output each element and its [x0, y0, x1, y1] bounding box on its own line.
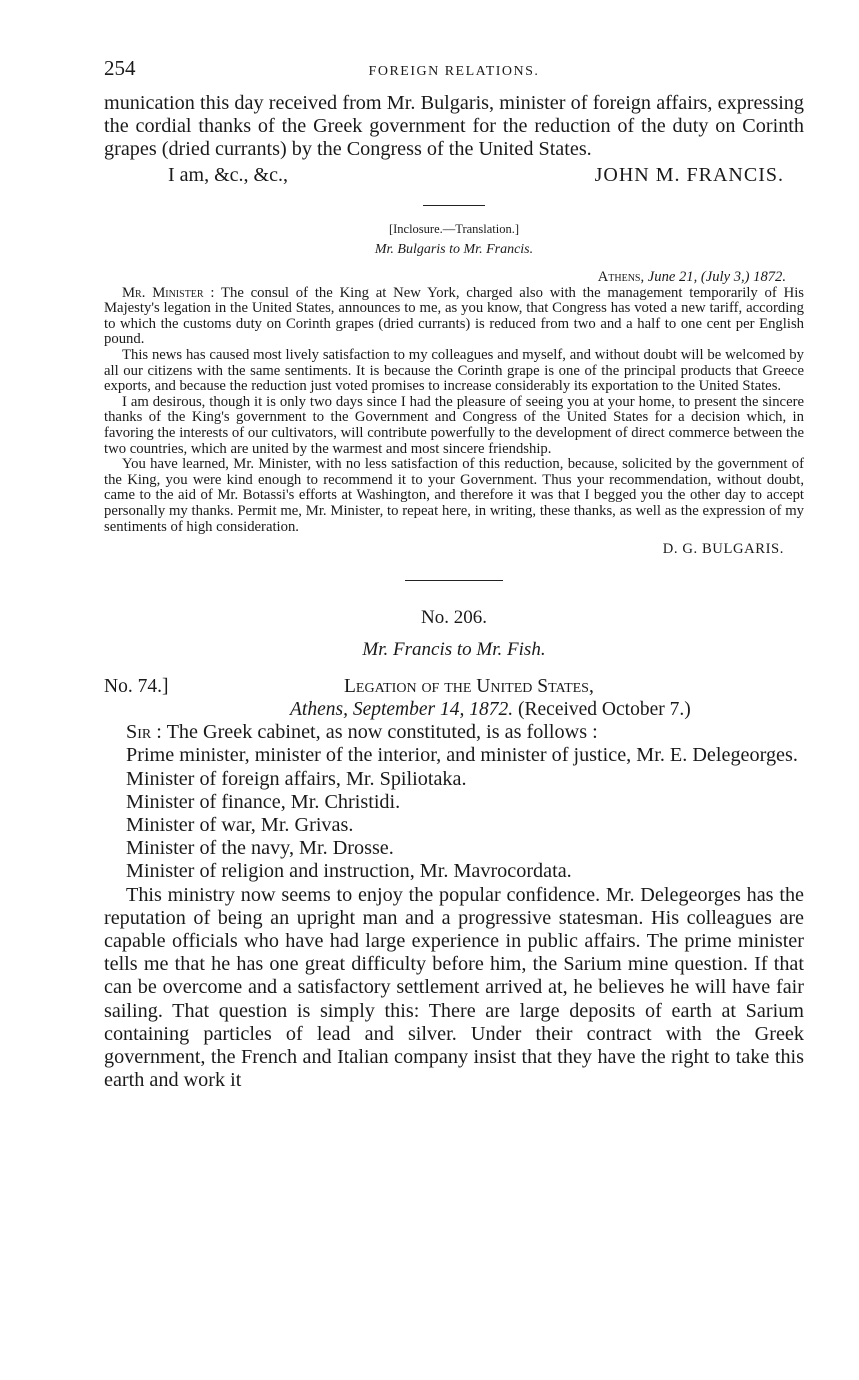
closing-phrase: I am, &c., &c., [168, 163, 288, 186]
received-date: (Received October 7.) [518, 699, 691, 721]
letter-closing-row [104, 164, 804, 187]
inclosure-dateline [104, 269, 786, 286]
cabinet-entry: Minister of the navy, Mr. Drosse. [126, 837, 394, 860]
running-head: FOREIGN RELATIONS. [368, 64, 540, 79]
legation-name: Legation of the United States, [344, 676, 594, 698]
inclosure-paragraph: I am desirous, though it is only two days since I had the pleasure of seeing you at your home, to present the sincere thanks of the King's government to the Government and Congress of the United States for a decision which, in favoring the interests of our cultivators, will contribute powerfully to the development of direct commerce between the two countries, which are united by the warmest and most sincere friendship. [104, 393, 804, 457]
cabinet-entry: Minister of finance, Mr. Christidi. [126, 790, 401, 813]
inclosure-paragraph: You have learned, Mr. Minister, with no less satisfaction of this reduction, because, solicited by the government of the King, you were kind enough to recommend it to your Government. Thus your recommendation, without doubt, came to the aid of Mr. Botassi's efforts at Washington, and therefore it was that I begged you the other day to accept personally my thanks. Permit me, Mr. Minister, to repeat here, in writing, these thanks, as well as the expression of my sentiments of high consideration. [104, 456, 804, 535]
section-divider [423, 205, 485, 206]
dispatch-dateline [104, 698, 804, 721]
signature-bulgaris: D. G. BULGARIS. [662, 541, 784, 558]
salutation: Sir : [126, 721, 162, 744]
dispatch-number: No. 74.] [104, 676, 169, 698]
document-number: No. 206. [421, 607, 487, 629]
inclosure-paragraph [104, 286, 804, 348]
cabinet-entry: Minister of war, Mr. Grivas. [126, 813, 354, 836]
cabinet-entry: Minister of religion and instruction, Mr. Mavrocordata. [126, 860, 572, 883]
page-header [104, 52, 804, 92]
document-title: Mr. Francis to Mr. Fish. [362, 639, 546, 661]
inclosure-paragraph-text: The consul of the King at New York, charged also with the management temporarily of His Majesty's legation in the United States, announces to me, as you know, that Congress has voted a new tariff, according to which the customs duty on Corinth grapes (dried currants) is reduced from two and a half to one cent per English pound. [104, 284, 804, 348]
dispatch-place: Athens, [290, 699, 348, 721]
document-page [104, 52, 804, 1092]
inclosure-salutation: Mr. Minister : [122, 284, 215, 301]
inclosure-dateline-place: Athens, [597, 268, 645, 285]
letter-opening [104, 721, 804, 744]
dispatch-date: September 14, 1872. [352, 699, 514, 721]
signature-francis: JOHN M. FRANCIS. [594, 163, 784, 186]
section-divider [405, 580, 503, 581]
inclosure-dateline-date: June 21, (July 3,) 1872. [647, 268, 786, 285]
opening-text: The Greek cabinet, as now constituted, is as follows : [166, 721, 598, 744]
body-paragraph: This ministry now seems to enjoy the popular confidence. Mr. Delegeorges has the reputation of being an upright man and a progressive statesman. His colleagues are capable officials who have had large experience in public affairs. The prime minister tells me that he has one great difficulty before him, the Sarium mine question. If that can be overcome and a satisfactory settlement arrived at, he believes he will have fair sailing. That question is simply this: There are large deposits of earth at Sarium containing particles of lead and silver. Under their contract with the Greek government, the French and Italian company insist that they have the right to take this earth and work it [104, 883, 804, 1092]
cabinet-entry: Minister of foreign affairs, Mr. Spiliotaka. [126, 767, 467, 790]
legation-heading [104, 675, 804, 698]
inclosure-caption: [Inclosure.—Translation.] [388, 221, 520, 236]
cabinet-entry: Prime minister, minister of the interior, and minister of justice, Mr. E. Delegeorges. [126, 744, 798, 767]
inclosure-paragraph: This news has caused most lively satisfaction to my colleagues and myself, and without doubt will be welcomed by all our citizens with the same sentiments. It is because the Corinth grape is one of the principal products that Greece exports, and because the reduction just voted promises to increase considerably its exportation to the United States. [104, 346, 804, 395]
continuation-paragraph: munication this day received from Mr. Bulgaris, minister of foreign affairs, expressing the cordial thanks of the Greek government for the reduction of the duty on Corinth grapes (dried currants) by the Congress of the United States. [104, 92, 804, 161]
inclosure-title: Mr. Bulgaris to Mr. Francis. [374, 241, 534, 257]
page-number: 254 [104, 56, 136, 80]
